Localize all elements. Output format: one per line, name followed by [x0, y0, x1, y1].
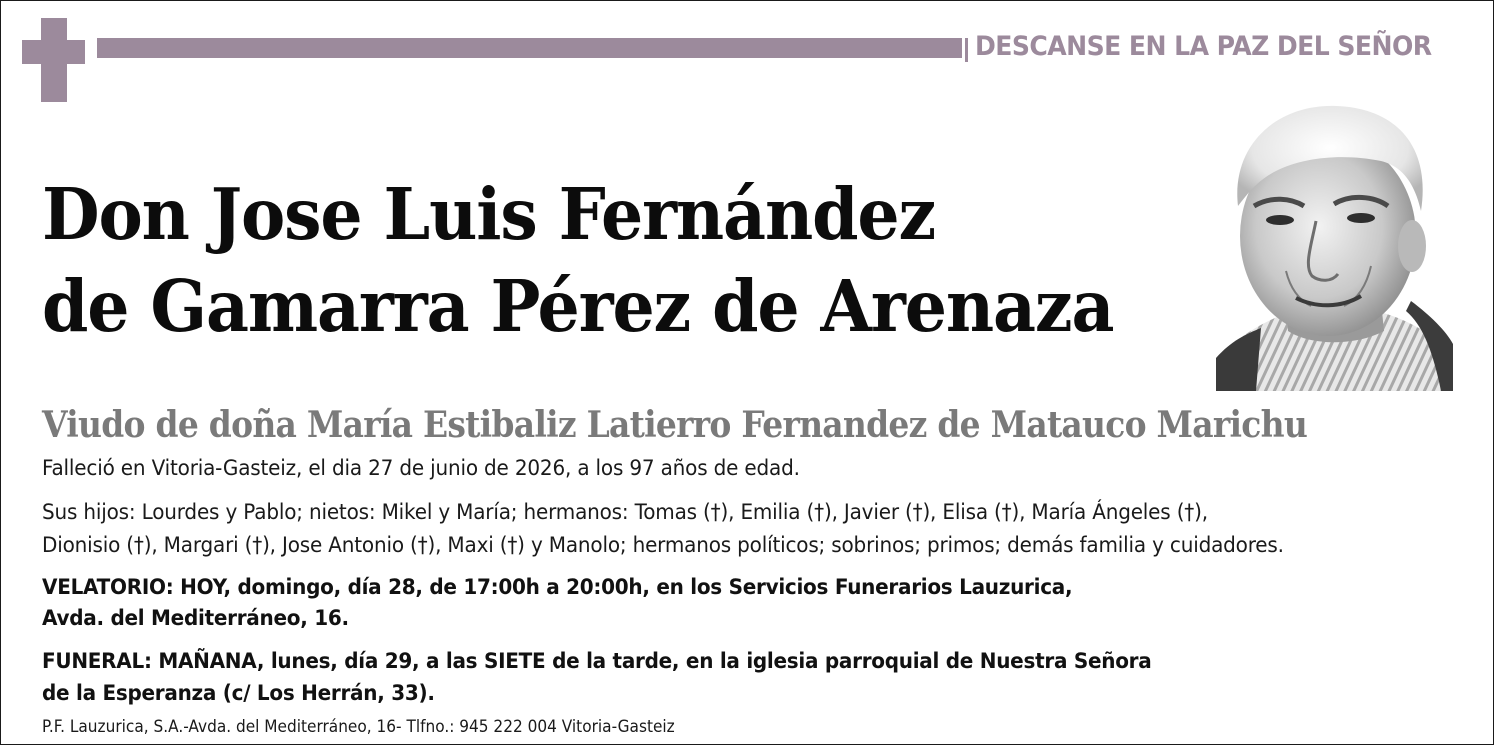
funeral-home-footer: P.F. Lauzurica, S.A.-Avda. del Mediterráneo, 16- Tlfno.: 945 222 004 Vitoria-Gasteiz — [42, 717, 675, 736]
wake-line-1: VELATORIO: HOY, domingo, día 28, de 17:00h a 20:00h, en los Servicios Funerarios Lauzurica, — [42, 575, 1073, 600]
deceased-name-line1: Don Jose Luis Fernández — [42, 172, 936, 256]
header-motto: DESCANSE EN LA PAZ DEL SEÑOR — [975, 31, 1432, 62]
family-line-1: Sus hijos: Lourdes y Pablo; nietos: Mikel y María; hermanos: Tomas (†), Emilia (†), Javier (†), Elisa (†), María Ángeles (†), — [42, 500, 1208, 525]
cross-icon-arm — [22, 40, 85, 64]
funeral-line-2: de la Esperanza (c/ Los Herrán, 33). — [42, 681, 435, 706]
header-rule-tick — [965, 38, 968, 62]
deceased-name-line2: de Gamarra Pérez de Arenaza — [42, 264, 1114, 348]
wake-line-2: Avda. del Mediterráneo, 16. — [42, 606, 349, 631]
portrait-icon — [1216, 96, 1453, 391]
header-rule — [97, 38, 962, 58]
deceased-name — [42, 168, 1113, 352]
family-line-2: Dionisio (†), Margari (†), Jose Antonio (†), Maxi (†) y Manolo; hermanos políticos; sobrinos; primos; demás familia y cuidadores. — [42, 533, 1284, 558]
widow-of-line: Viudo de doña María Estibaliz Latierro Fernandez de Matauco Marichu — [42, 404, 1308, 446]
portrait-photo — [1216, 96, 1453, 391]
funeral-line-1: FUNERAL: MAÑANA, lunes, día 29, a las SIETE de la tarde, en la iglesia parroquial de Nuestra Señora — [42, 649, 1152, 674]
death-notice: Falleció en Vitoria-Gasteiz, el dia 27 de junio de 2026, a los 97 años de edad. — [42, 456, 800, 481]
